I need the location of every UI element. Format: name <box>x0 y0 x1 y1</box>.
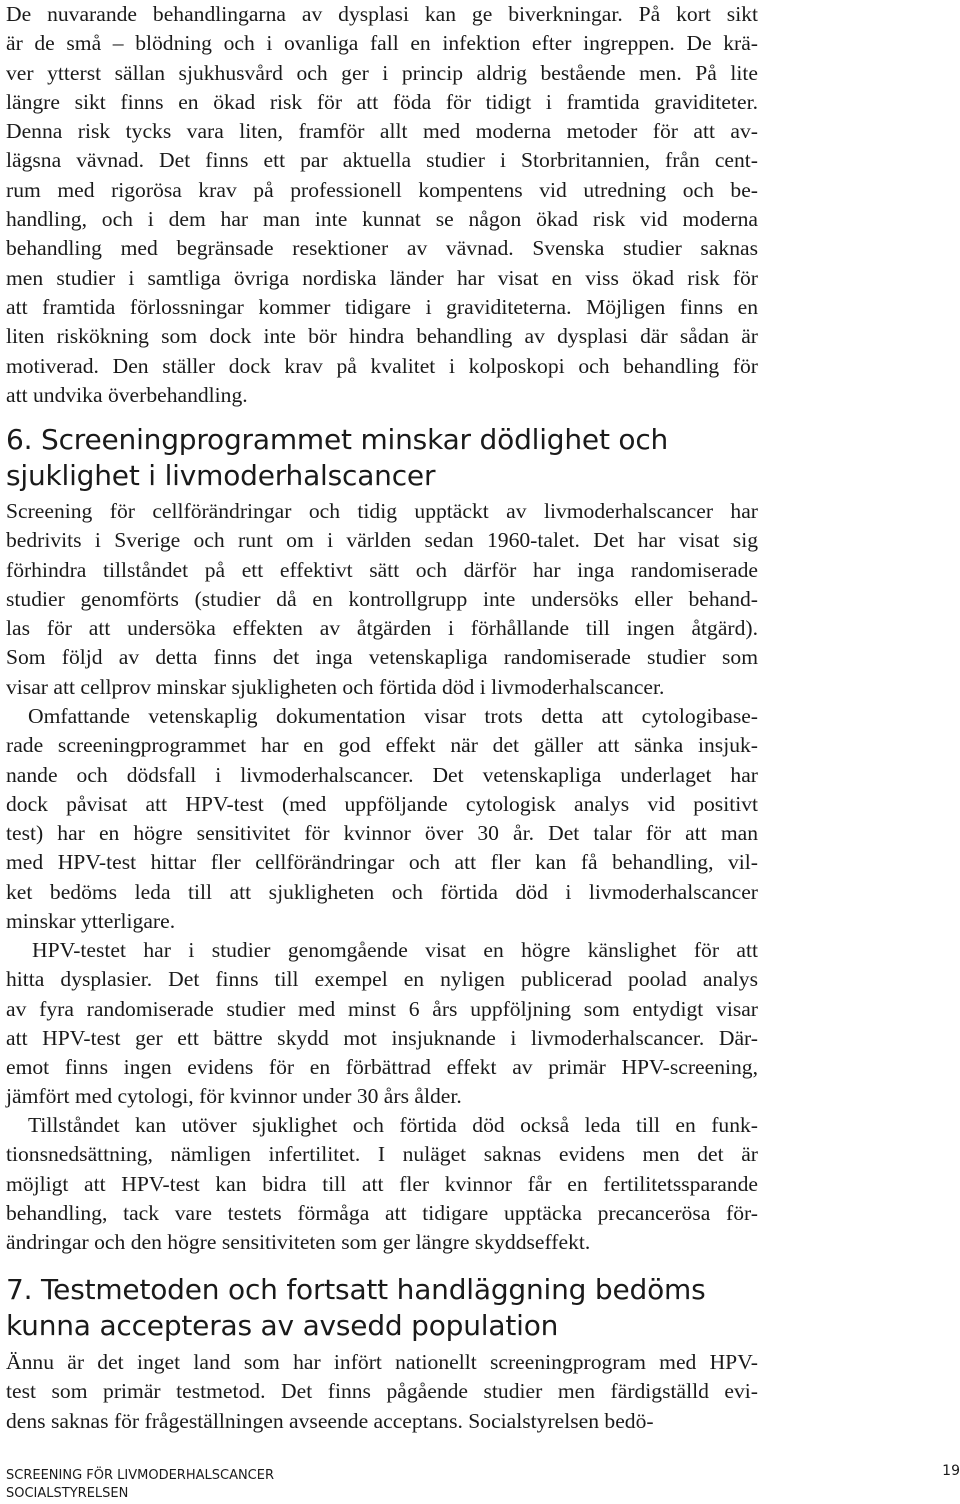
text-line: Som följd av detta finns det inga vetenskapliga randomiserade studier som <box>6 645 758 670</box>
section-7-paragraph-1 <box>6 1348 758 1436</box>
text-line: dock påvisat att HPV-test (med uppföljande cytologisk analys vid positivt <box>6 791 758 816</box>
text-line: behandling, tack vare testets förmåga att tidigare upptäcka precancerösa för- <box>6 1200 758 1225</box>
text-line: möjligt att HPV-test kan bidra till att fler kvinnor får en fertilitetssparande <box>6 1171 758 1196</box>
text-line: Omfattande vetenskaplig dokumentation visar trots detta att cytologibase- <box>28 704 758 728</box>
text-line: HPV-testet har i studier genomgående visat en högre känslighet för att <box>32 938 758 962</box>
intro-paragraph <box>6 0 758 410</box>
text-line: studier genomförts (studier då en kontrollgrupp inte undersöks eller behand- <box>6 586 758 611</box>
text-line: nande och dödsfall i livmoderhalscancer. Det vetenskapliga underlaget har <box>6 762 758 787</box>
text-line: dens saknas för frågeställningen avseende acceptans. Socialstyrelsen bedö- <box>6 1408 654 1433</box>
section-6-heading-line-1: 6. Screeningprogrammet minskar dödlighet och <box>6 423 669 456</box>
text-line: förhindra tillståndet på ett effektivt sätt och därför har inga randomiserade <box>6 557 758 582</box>
text-line: Screening för cellförändringar och tidig upptäckt av livmoderhalscancer har <box>6 499 758 523</box>
section-6-heading <box>6 422 668 494</box>
text-line: men studier i samtliga övriga nordiska länder har visat en viss ökad risk för <box>6 265 758 290</box>
text-line: emot finns ingen evidens för en förbättrad effekt av primär HPV-screening, <box>6 1055 758 1080</box>
section-6-paragraph-3 <box>6 936 758 1112</box>
section-6-paragraph-1 <box>6 497 758 702</box>
text-line: med HPV-test hittar fler cellförändringar och att fler kan få behandling, vil- <box>6 850 758 875</box>
text-line: motiverad. Den ställer dock krav på kvalitet i kolposkopi och behandling för <box>6 353 758 378</box>
text-line: lägsna vävnad. Det finns ett par aktuella studier i Storbritannien, från cent- <box>6 148 758 173</box>
text-line: är de små – blödning och i ovanliga fall en infektion efter ingreppen. De krä- <box>6 31 758 56</box>
text-line: jämfört med cytologi, för kvinnor under 30 års ålder. <box>6 1084 462 1109</box>
text-line: tionsnedsättning, nämligen infertilitet. I nuläget saknas evidens men det är <box>6 1142 758 1167</box>
footer-publisher: SOCIALSTYRELSEN <box>6 1486 129 1501</box>
text-line: Denna risk tycks vara liten, framför allt med moderna metoder för att av- <box>6 119 758 144</box>
text-line: test) har en högre sensitivitet för kvinnor över 30 år. Det talar för att man <box>6 821 758 846</box>
section-7-heading-line-2: kunna accepteras av avsedd population <box>6 1309 559 1342</box>
page-number: 19 <box>942 1463 960 1479</box>
text-line: Tillståndet kan utöver sjuklighet och förtida död också leda till en funk- <box>28 1113 758 1137</box>
text-line: att framtida förlossningar kommer tidigare i graviditeterna. Möjligen finns en <box>6 294 758 319</box>
section-7-heading <box>6 1272 706 1344</box>
text-line: rum med rigorösa krav på professionell kompentens vid utredning och be- <box>6 177 758 202</box>
text-line: visar att cellprov minskar sjukligheten och förtida död i livmoderhalscancer. <box>6 674 665 699</box>
section-6-paragraph-2 <box>6 702 758 936</box>
text-line: handling, och i dem har man inte kunnat se någon ökad risk vid moderna <box>6 207 758 232</box>
text-line: rade screeningprogrammet har en god effekt när det gäller att sänka insjuk- <box>6 733 758 758</box>
text-line: ket bedöms leda till att sjukligheten och förtida död i livmoderhalscancer <box>6 879 758 904</box>
section-6-heading-line-2: sjuklighet i livmoderhalscancer <box>6 459 436 492</box>
section-7-heading-line-1: 7. Testmetoden och fortsatt handläggning bedöms <box>6 1273 706 1306</box>
text-line: liten riskökning som dock inte bör hindra behandling av dysplasi där sådan är <box>6 324 758 349</box>
text-line: längre sikt finns en ökad risk för att föda för tidigt i framtida graviditeter. <box>6 89 758 114</box>
footer-publication-title: SCREENING FÖR LIVMODERHALSCANCER <box>6 1468 275 1483</box>
text-line: De nuvarande behandlingarna av dysplasi kan ge biverkningar. På kort sikt <box>6 2 758 26</box>
text-line: av fyra randomiserade studier med minst 6 års uppföljning som entydigt visar <box>6 996 758 1021</box>
section-6-paragraph-4 <box>6 1111 758 1257</box>
text-line: ändringar och den högre sensitiviteten som ger längre skyddseffekt. <box>6 1230 591 1255</box>
text-line: test som primär testmetod. Det finns pågående studier men färdigställd evi- <box>6 1379 758 1404</box>
text-line: bedrivits i Sverige och runt om i världen sedan 1960-talet. Det har visat sig <box>6 528 758 553</box>
text-line: ver ytterst sällan sjukhusvård och ger i princip aldrig bestående men. På lite <box>6 60 758 85</box>
text-line: hitta dysplasier. Det finns till exempel en nyligen publicerad poolad analys <box>6 967 758 992</box>
text-line: att undvika överbehandling. <box>6 382 248 407</box>
text-line: minskar ytterligare. <box>6 909 176 934</box>
text-line: att HPV-test ger ett bättre skydd mot insjuknande i livmoderhalscancer. Där- <box>6 1025 758 1050</box>
text-line: behandling med begränsade resektioner av vävnad. Svenska studier saknas <box>6 236 758 261</box>
text-line: Ännu är det inget land som har infört nationellt screeningprogram med HPV- <box>6 1350 758 1374</box>
text-line: las för att undersöka effekten av åtgärden i förhållande till ingen åtgärd). <box>6 616 758 641</box>
